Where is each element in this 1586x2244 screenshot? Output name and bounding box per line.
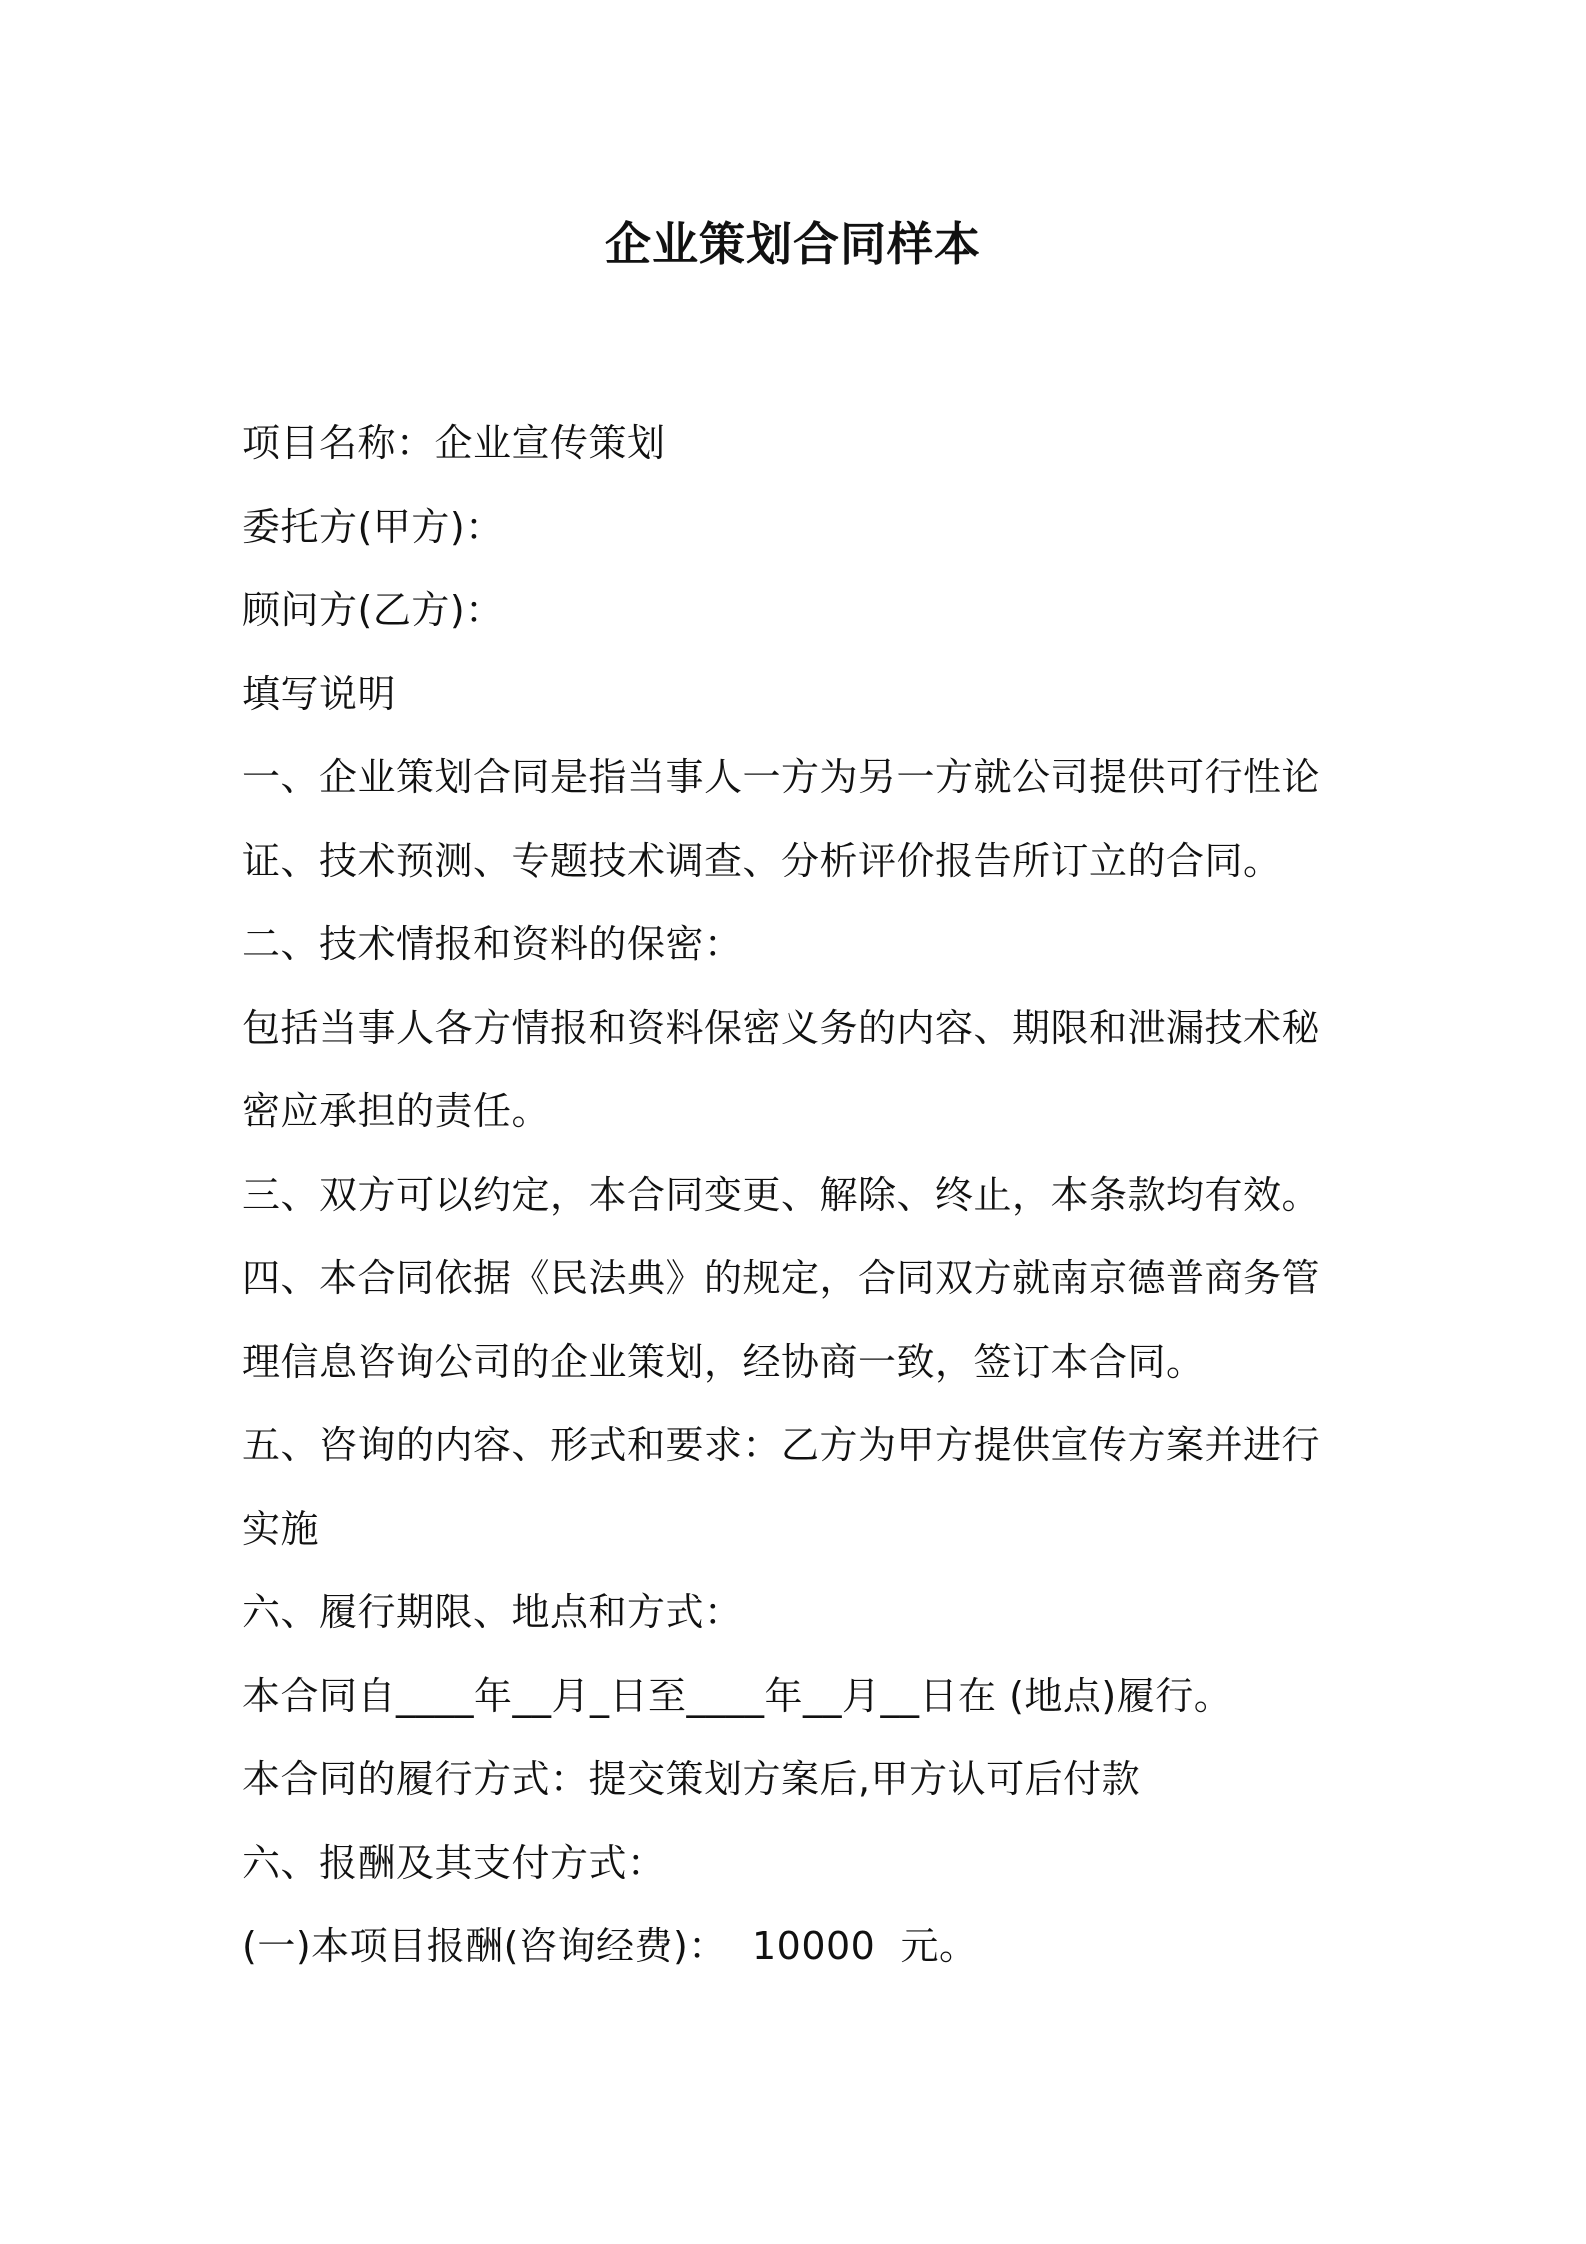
clause-1-line-2: 证、技术预测、专题技术调查、分析评价报告所订立的合同。	[242, 838, 1282, 883]
consultant-party-b-line: 顾问方(乙方)：	[242, 588, 504, 632]
clause-1-line-1: 一、企业策划合同是指当事人一方为另一方就公司提供可行性论	[242, 755, 1321, 799]
clause-2-heading: 二、技术情报和资料的保密：	[242, 922, 743, 966]
document-body	[242, 402, 1362, 1989]
clause-3-line: 三、双方可以约定，本合同变更、解除、终止，本条款均有效。	[242, 1172, 1321, 1217]
performance-method-line: 本合同的履行方式：提交策划方案后,甲方认可后付款	[242, 1757, 1141, 1801]
client-party-a-line: 委托方(甲方)：	[242, 504, 504, 549]
clause-2-line-2: 密应承担的责任。	[242, 1089, 551, 1133]
document-title: 企业策划合同样本	[605, 217, 981, 271]
instructions-heading: 填写说明	[242, 671, 397, 716]
payment-heading: 六、报酬及其支付方式：	[242, 1840, 666, 1885]
clause-2-line-1: 包括当事人各方情报和资料保密义务的内容、期限和泄漏技术秘	[242, 1005, 1321, 1050]
clause-4-line-1: 四、本合同依据《民法典》的规定，合同双方就南京德普商务管	[242, 1256, 1321, 1300]
clause-6-heading: 六、履行期限、地点和方式：	[242, 1590, 743, 1634]
performance-period-line: 本合同自____年__月_日至____年__月__日在 (地点)履行。	[242, 1673, 1233, 1718]
clause-5-line-1: 五、咨询的内容、形式和要求：乙方为甲方提供宣传方案并进行	[242, 1423, 1321, 1467]
clause-5-line-2: 实施	[242, 1506, 320, 1551]
fee-amount-line: (一)本项目报酬(咨询经费)： 10000 元。	[242, 1924, 978, 1968]
project-name-line: 项目名称：企业宣传策划	[242, 421, 666, 465]
clause-4-line-2: 理信息咨询公司的企业策划，经协商一致，签订本合同。	[242, 1339, 1205, 1384]
